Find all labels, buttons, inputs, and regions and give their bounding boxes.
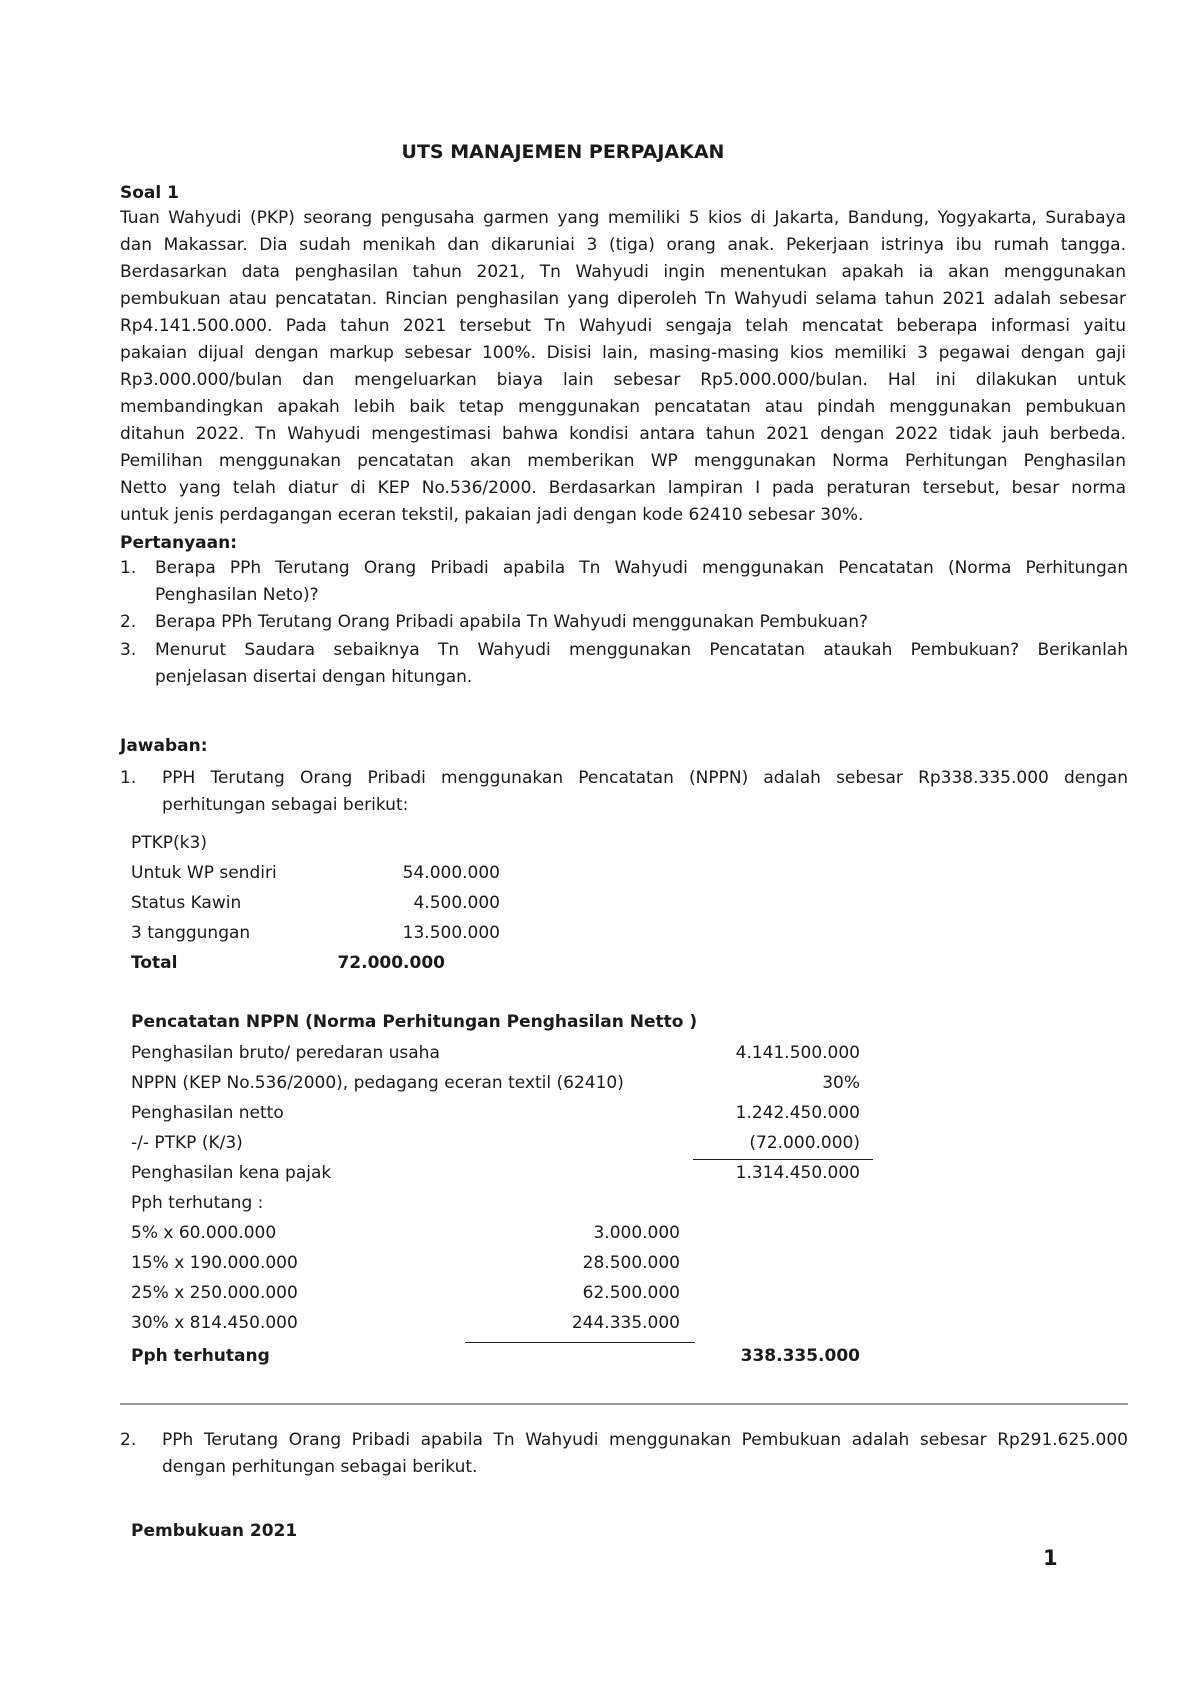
norma-label: NPPN (KEP No.536/2000), pedagang eceran textil (62410): [131, 1073, 624, 1093]
soal-line: untuk jenis perdagangan eceran tekstil, pakaian jadi dengan kode 62410 sebesar 30%.: [120, 505, 864, 525]
ptkp-deduction-label: -/- PTKP (K/3): [131, 1133, 243, 1153]
pkp-label: Penghasilan kena pajak: [131, 1163, 332, 1183]
nppn-heading: Pencatatan NPPN (Norma Perhitungan Penghasilan Netto ): [131, 1012, 698, 1032]
pph-total-value: 338.335.000: [740, 1346, 860, 1366]
soal-line: Tuan Wahyudi (PKP) seorang pengusaha garmen yang memiliki 5 kios di Jakarta, Bandung, Yogyakarta, Surabaya: [120, 208, 1126, 228]
ptkp-row-value: 4.500.000: [413, 893, 500, 913]
answer-line: perhitungan sebagai berikut:: [162, 795, 409, 815]
question-number: 1.: [120, 558, 137, 578]
soal-line: Berdasarkan data penghasilan tahun 2021, Tn Wahyudi ingin menentukan apakah ia akan menggunakan: [120, 262, 1126, 282]
soal-line: dan Makassar. Dia sudah menikah dan dikaruniai 3 (tiga) orang anak. Pekerjaan istrinya ibu rumah tangga.: [120, 235, 1126, 255]
question-line: penjelasan disertai dengan hitungan.: [155, 667, 473, 687]
answer-line: PPH Terutang Orang Pribadi menggunakan Pencatatan (NPPN) adalah sebesar Rp338.335.000 dengan: [162, 768, 1128, 788]
pkp-value: 1.314.450.000: [735, 1163, 860, 1183]
ptkp-total-label: Total: [131, 953, 178, 973]
ptkp-total-value: 72.000.000: [337, 953, 445, 973]
bracket-value: 28.500.000: [582, 1253, 680, 1273]
pembukuan-heading: Pembukuan 2021: [131, 1521, 298, 1541]
soal-line: Rp4.141.500.000. Pada tahun 2021 tersebut Tn Wahyudi sengaja telah mencatat beberapa informasi yaitu: [120, 316, 1126, 336]
pertanyaan-heading: Pertanyaan:: [120, 533, 237, 553]
answer-1: [162, 765, 1128, 819]
bracket-value: 62.500.000: [582, 1283, 680, 1303]
ptkp-row-label: Status Kawin: [131, 893, 242, 913]
netto-value: 1.242.450.000: [735, 1103, 860, 1123]
soal-line: membandingkan apakah lebih baik tetap menggunakan pencatatan atau pindah menggunakan pembukuan: [120, 397, 1126, 417]
pph-subheading: Pph terhutang :: [131, 1193, 264, 1213]
question-3: [155, 637, 1128, 691]
bruto-value: 4.141.500.000: [735, 1043, 860, 1063]
bracket-label: 30% x 814.450.000: [131, 1313, 298, 1333]
ptkp-row-value: 13.500.000: [402, 923, 500, 943]
bracket-label: 25% x 250.000.000: [131, 1283, 298, 1303]
page-number: 1: [1043, 1546, 1058, 1570]
ptkp-row-label: Untuk WP sendiri: [131, 863, 277, 883]
question-line: Penghasilan Neto)?: [155, 585, 319, 605]
soal-line: pembukuan atau pencatatan. Rincian penghasilan yang diperoleh Tn Wahyudi selama tahun 2021 adalah sebesar: [120, 289, 1126, 309]
soal-line: Netto yang telah diatur di KEP No.536/2000. Berdasarkan lampiran I pada peraturan tersebut, besar norma: [120, 478, 1126, 498]
ptkp-row-label: 3 tanggungan: [131, 923, 251, 943]
brackets-sum-rule: [465, 1342, 695, 1343]
bracket-value: 3.000.000: [593, 1223, 680, 1243]
answer-2: [162, 1427, 1128, 1481]
netto-label: Penghasilan netto: [131, 1103, 284, 1123]
pph-total-label: Pph terhutang: [131, 1346, 270, 1366]
answer-line: PPh Terutang Orang Pribadi apabila Tn Wahyudi menggunakan Pembukuan adalah sebesar Rp291.625.000: [162, 1430, 1128, 1450]
bracket-label: 5% x 60.000.000: [131, 1223, 277, 1243]
question-number: 2.: [120, 612, 137, 632]
norma-value: 30%: [822, 1073, 860, 1093]
ptkp-row-value: 54.000.000: [402, 863, 500, 883]
bracket-value: 244.335.000: [571, 1313, 680, 1333]
soal-paragraph: [120, 205, 1126, 529]
answer-line: dengan perhitungan sebagai berikut.: [162, 1457, 478, 1477]
section-divider: [120, 1403, 1128, 1405]
answer-number: 1.: [120, 768, 137, 788]
ptkp-deduction-value: (72.000.000): [749, 1133, 860, 1153]
ptkp-heading: PTKP(k3): [131, 833, 207, 853]
question-line: Menurut Saudara sebaiknya Tn Wahyudi menggunakan Pencatatan ataukah Pembukuan? Berikanlah: [155, 640, 1128, 660]
answer-number: 2.: [120, 1430, 137, 1450]
soal-heading: Soal 1: [120, 183, 179, 203]
bracket-label: 15% x 190.000.000: [131, 1253, 298, 1273]
soal-line: Pemilihan menggunakan pencatatan akan memberikan WP menggunakan Norma Perhitungan Penghasilan: [120, 451, 1126, 471]
question-line: Berapa PPh Terutang Orang Pribadi apabila Tn Wahyudi menggunakan Pencatatan (Norma Perhitungan: [155, 558, 1128, 578]
soal-line: pakaian dijual dengan markup sebesar 100%. Disisi lain, masing-masing kios memiliki 3 pegawai dengan gaji: [120, 343, 1126, 363]
question-1: [155, 555, 1128, 609]
question-number: 3.: [120, 640, 137, 660]
bruto-label: Penghasilan bruto/ peredaran usaha: [131, 1043, 440, 1063]
jawaban-heading: Jawaban:: [120, 736, 208, 756]
soal-line: ditahun 2022. Tn Wahyudi mengestimasi bahwa kondisi antara tahun 2021 dengan 2022 tidak jauh berbeda.: [120, 424, 1126, 444]
question-line: Berapa PPh Terutang Orang Pribadi apabila Tn Wahyudi menggunakan Pembukuan?: [155, 612, 869, 632]
soal-line: Rp3.000.000/bulan dan mengeluarkan biaya lain sebesar Rp5.000.000/bulan. Hal ini dilakukan untuk: [120, 370, 1126, 390]
question-2: [155, 609, 1128, 636]
document-title: UTS MANAJEMEN PERPAJAKAN: [401, 141, 725, 163]
